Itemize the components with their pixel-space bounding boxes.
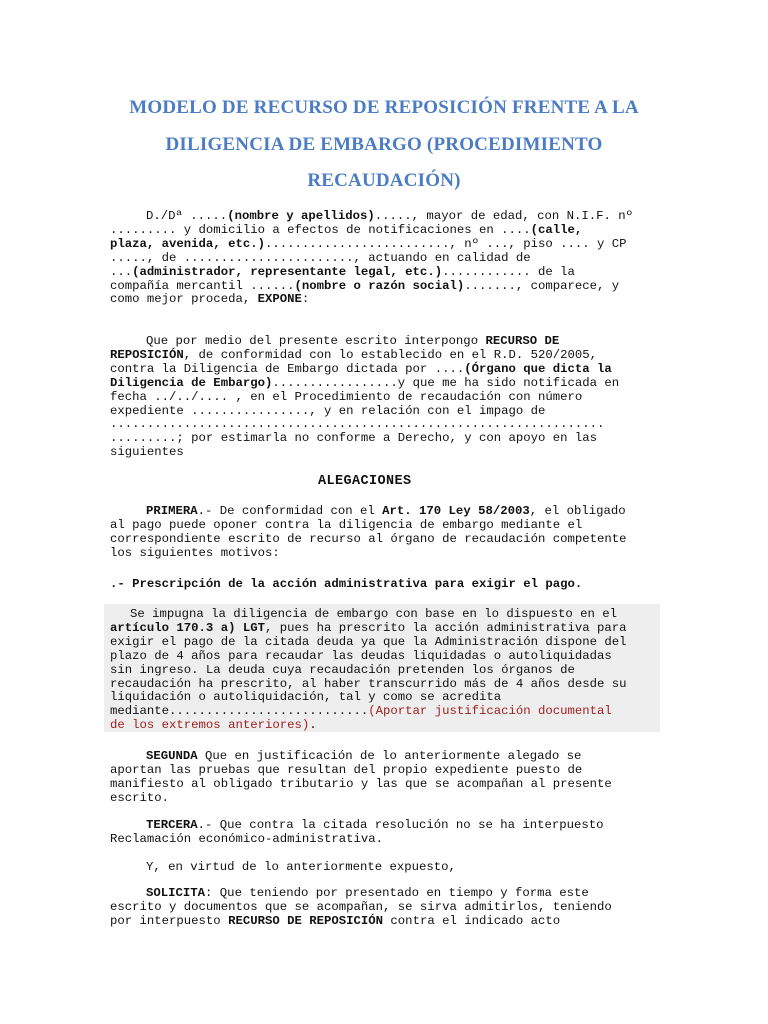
document-title — [100, 90, 668, 200]
paragraph-primera: PRIMERA.- De conformidad con el Art. 170 Ley 58/2003, el obligado al pago puede oponer contra la diligencia de embargo mediante el correspondiente escrito de recurso al órgano de recaudación competente los siguientes motivos: — [110, 504, 627, 560]
alegaciones-heading: ALEGACIONES — [318, 474, 412, 489]
paragraph-prescripcion: Se impugna la diligencia de embargo con base en lo dispuesto en el artículo 170.3 a) LGT, pues ha prescrito la acción administrativa para exigir el pago de la citada deuda ya que la Administración dispone del plazo de 4 años para recaudar las deudas liquidadas o autoliquidadas sin ingreso. La deuda cuya recaudación pretenden los órganos de recaudación ha prescrito, al haber transcurrido más de 4 años desde su liquidación o autoliquidación, tal y como se acredita mediante...........................(Aportar justificación documental de los extremos anteriores). — [110, 607, 627, 733]
motivo-prescripcion: .- Prescripción de la acción administrativa para exigir el pago. — [110, 577, 583, 591]
paragraph-solicita: SOLICITA: Que teniendo por presentado en tiempo y forma este escrito y documentos que se acompañan, se sirva admitirlos, teniendo por interpuesto RECURSO DE REPOSICIÓN contra el indicado acto — [110, 886, 612, 928]
paragraph-virtud: Y, en virtud de lo anteriormente expuesto, — [146, 860, 456, 874]
expone-keyword: EXPONE — [257, 292, 302, 307]
title-line-3: RECAUDACIÓN) — [307, 170, 461, 191]
paragraph-tercera: TERCERA.- Que contra la citada resolución no se ha interpuesto Reclamación económico-administrativa. — [110, 818, 604, 846]
title-line-2: DILIGENCIA DE EMBARGO (PROCEDIMIENTO — [165, 133, 603, 155]
paragraph-segunda: SEGUNDA Que en justificación de lo anteriormente alegado se aportan las pruebas que resultan del propio expediente puesto de manifiesto al obligado tributario y las que se acompañan al presente escrito. — [110, 749, 612, 805]
title-line-1: MODELO DE RECURSO DE REPOSICIÓN FRENTE A LA — [129, 97, 639, 118]
paragraph-identification: D./Dª .....(nombre y apellidos)....., mayor de edad, con N.I.F. nº ......... y domicilio a efectos de notificaciones en ....(calle, plaza, avenida, etc.)........................., nº ..., piso .... y CP ....., de ......................., actuando en calidad de ...(administrador, representante legal, etc.)............ de la compañía mercantil ......(nombre o razón social)......., comparece, y como mejor proceda, EXPONE: — [110, 209, 634, 307]
paragraph-recurso: Que por medio del presente escrito interpongo RECURSO DE REPOSICIÓN, de conformidad con lo establecido en el R.D. 520/2005, contra la Diligencia de Embargo dictada por ....(Órgano que dicta la Diligencia de Embargo).................y que me ha sido notificada en fecha ../../.... , en el Procedimiento de recaudación con número expediente ................, y en relación con el impago de ................................................................... .........; por estimarla no conforme a Derecho, y con apoyo en las siguientes — [110, 334, 620, 460]
